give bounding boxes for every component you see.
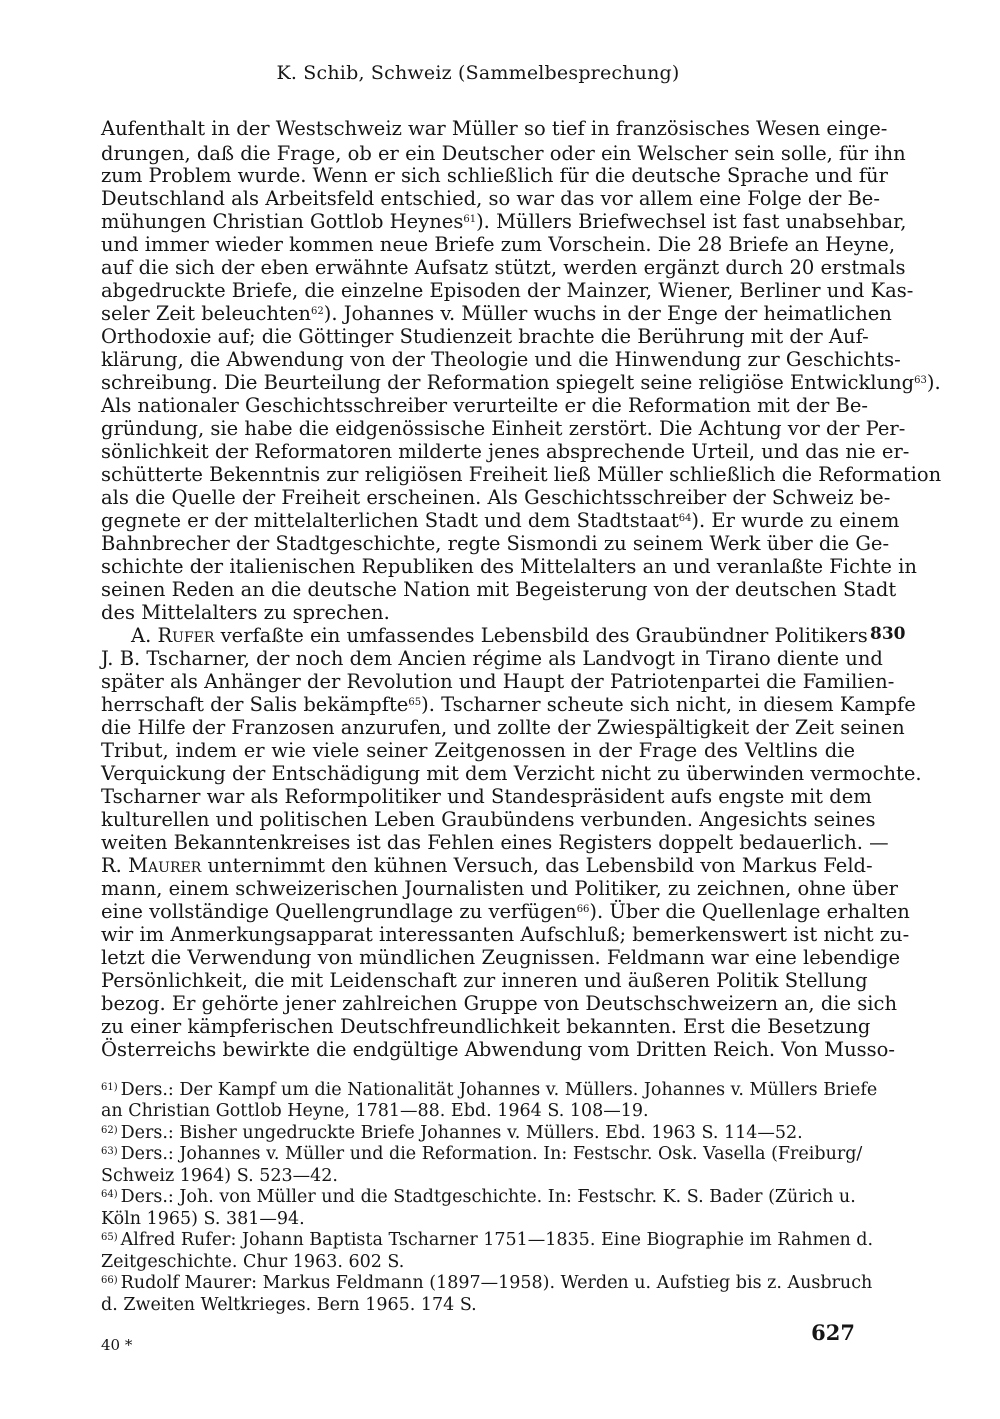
text-line: abgedruckte Briefe, die einzelne Episoden der Mainzer, Wiener, Berliner und Kas-	[101, 279, 914, 302]
text-line: später als Anhänger der Revolution und Haupt der Patriotenpartei die Familien-	[101, 670, 895, 693]
footnote-text: Ders.: Johannes v. Müller und die Reformation. In: Festschr. Osk. Vasella (Freiburg/	[120, 1144, 863, 1164]
footnote-number: 62)	[101, 1125, 118, 1136]
text-line	[101, 900, 910, 924]
text-segment: seler Zeit beleuchten	[101, 302, 311, 325]
text-segment: ). Johannes v. Müller wuchs in der Enge der heimatlichen	[323, 302, 892, 325]
text-line: gründung, sie habe die eidgenössische Einheit zerstört. Die Achtung vor der Per-	[101, 417, 906, 440]
footnote-text: Rudolf Maurer: Markus Feldmann (1897—1958). Werden u. Aufstieg bis z. Ausbruch	[120, 1273, 873, 1293]
text-line: zu einer kämpferischen Deutschfreundlichkeit bekannten. Erst die Besetzung	[101, 1015, 871, 1038]
text-line	[131, 624, 868, 648]
text-line	[101, 302, 892, 326]
footnote-number: 66)	[101, 1275, 118, 1286]
text-line	[101, 693, 916, 717]
text-line	[101, 509, 900, 533]
author-name: Maurer	[128, 854, 202, 877]
text-segment: ). Tscharner scheute sich nicht, in diesem Kampfe	[421, 693, 916, 716]
footnote-63	[101, 1143, 863, 1165]
footnote-64	[101, 1186, 855, 1208]
footnote-ref: 63	[914, 375, 927, 386]
text-line: sönlichkeit der Reformatoren milderte jenes absprechende Urteil, und das nie er-	[101, 440, 910, 463]
text-segment: ). Er wurde zu einem	[691, 509, 900, 532]
text-line	[101, 371, 941, 395]
footnote-number: 63)	[101, 1146, 118, 1157]
text-segment: herrschaft der Salis bekämpfte	[101, 693, 409, 716]
footnote-62	[101, 1122, 855, 1144]
text-line: die Hilfe der Franzosen anzurufen, und zollte der Zwiespältigkeit der Zeit seinen	[101, 716, 905, 739]
text-line: klärung, die Abwendung von der Theologie und die Hinwendung zur Geschichts-	[101, 348, 901, 371]
text-line: J. B. Tscharner, der noch dem Ancien régime als Landvogt in Tirano diente und	[101, 647, 883, 670]
footnote-66-cont: d. Zweiten Weltkrieges. Bern 1965. 174 S.	[101, 1295, 477, 1315]
text-segment: R.	[101, 854, 129, 877]
text-segment: unternimmt den kühnen Versuch, das Lebensbild von Markus Feld-	[201, 854, 873, 877]
footnote-ref: 61	[463, 214, 477, 225]
footnote-number: 64)	[101, 1189, 118, 1200]
footnote-61-cont: an Christian Gottlob Heyne, 1781—88. Ebd. 1964 S. 108—19.	[101, 1101, 649, 1121]
footnote-66	[101, 1272, 873, 1294]
footnote-65-cont: Zeitgeschichte. Chur 1963. 602 S.	[101, 1252, 405, 1272]
text-line: mann, einem schweizerischen Journalisten und Politiker, zu zeichnen, ohne über	[101, 877, 899, 900]
text-line: als die Quelle der Freiheit erscheinen. Als Geschichtsschreiber der Schweiz be-	[101, 486, 891, 509]
text-line: weiten Bekanntenkreises ist das Fehlen eines Registers doppelt bedauerlich. —	[101, 831, 889, 854]
text-line: Tscharner war als Reformpolitiker und Standespräsident aufs engste mit dem	[101, 785, 872, 808]
text-segment: ). Müllers Briefwechsel ist fast unabsehbar,	[476, 210, 907, 233]
footnote-65	[101, 1229, 874, 1251]
page-number: 627	[811, 1320, 855, 1345]
text-line: wir im Anmerkungsapparat interessanten Aufschluß; bemerkenswert ist nicht zu-	[101, 923, 910, 946]
text-line	[101, 854, 873, 878]
text-segment: A.	[131, 624, 158, 647]
text-segment: gegnete er der mittelalterlichen Stadt und dem Stadtstaat	[101, 509, 679, 532]
footnote-number: 61)	[101, 1082, 118, 1093]
text-line	[101, 210, 907, 234]
text-line: letzt die Verwendung von mündlichen Zeugnissen. Feldmann war eine lebendige	[101, 946, 901, 969]
text-segment: verfaßte ein umfassendes Lebensbild des Graubündner Politikers	[214, 624, 868, 647]
text-line: schichte der italienischen Republiken des Mittelalters an und veranlaßte Fichte in	[101, 555, 917, 578]
text-line: Aufenthalt in der Westschweiz war Müller so tief in französisches Wesen einge-	[101, 117, 888, 140]
footnote-ref: 62	[310, 306, 324, 317]
text-line: drungen, daß die Frage, ob er ein Deutscher oder ein Welscher sein solle, für ihn	[101, 142, 906, 165]
footnote-ref: 65	[408, 697, 422, 708]
footnote-text: Ders.: Der Kampf um die Nationalität Johannes v. Müllers. Johannes v. Müllers Briefe	[120, 1080, 878, 1100]
footnote-number: 65)	[101, 1232, 118, 1243]
text-line: des Mittelalters zu sprechen.	[101, 601, 390, 624]
text-segment: mühungen Christian Gottlob Heynes	[101, 210, 464, 233]
text-line: Persönlichkeit, die mit Leidenschaft zur inneren und äußeren Politik Stellung	[101, 969, 868, 992]
text-line: bezog. Er gehörte jener zahlreichen Gruppe von Deutschschweizern an, die sich	[101, 992, 898, 1015]
text-line: und immer wieder kommen neue Briefe zum Vorschein. Die 28 Briefe an Heyne,	[101, 233, 896, 256]
text-line: kulturellen und politischen Leben Graubündens verbunden. Angesichts seines	[101, 808, 876, 831]
margin-number: 830	[870, 624, 906, 644]
footnote-64-cont: Köln 1965) S. 381—94.	[101, 1209, 305, 1229]
text-line: Deutschland als Arbeitsfeld entschied, so war das vor allem eine Folge der Be-	[101, 187, 880, 210]
footnote-text: Ders.: Joh. von Müller und die Stadtgeschichte. In: Festschr. K. S. Bader (Zürich u.	[120, 1187, 856, 1207]
text-line: schütterte Bekenntnis zur religiösen Freiheit ließ Müller schließlich die Reformation	[101, 463, 942, 486]
text-line: Bahnbrecher der Stadtgeschichte, regte Sismondi zu seinem Werk über die Ge-	[101, 532, 890, 555]
footnote-ref: 66	[576, 904, 590, 915]
author-name: Rufer	[157, 624, 215, 647]
footnote-text: Alfred Rufer: Johann Baptista Tscharner 1751—1835. Eine Biographie im Rahmen d.	[120, 1230, 874, 1250]
text-segment: ).	[926, 371, 941, 394]
running-header: K. Schib, Schweiz (Sammelbesprechung)	[276, 62, 680, 84]
text-segment: schreibung. Die Beurteilung der Reformation spiegelt seine religiöse Entwicklung	[101, 371, 915, 394]
text-line: Tribut, indem er wie viele seiner Zeitgenossen in der Frage des Veltlins die	[101, 739, 855, 762]
text-line: seinen Reden an die deutsche Nation mit Begeisterung von der deutschen Stadt	[101, 578, 897, 601]
text-segment: eine vollständige Quellengrundlage zu verfügen	[101, 900, 577, 923]
footnote-text: Ders.: Bisher ungedruckte Briefe Johannes v. Müllers. Ebd. 1963 S. 114—52.	[120, 1123, 803, 1143]
signature-mark: 40 *	[101, 1336, 133, 1354]
text-segment: ). Über die Quellenlage erhalten	[589, 900, 910, 923]
text-line: zum Problem wurde. Wenn er sich schließlich für die deutsche Sprache und für	[101, 164, 888, 187]
text-line: auf die sich der eben erwähnte Aufsatz stützt, werden ergänzt durch 20 erstmals	[101, 256, 906, 279]
text-line: Österreichs bewirkte die endgültige Abwendung vom Dritten Reich. Von Musso-	[101, 1038, 895, 1061]
text-line: Als nationaler Geschichtsschreiber verurteilte er die Reformation mit der Be-	[101, 394, 868, 417]
text-line: Orthodoxie auf; die Göttinger Studienzeit brachte die Berührung mit der Auf-	[101, 325, 869, 348]
footnote-63-cont: Schweiz 1964) S. 523—42.	[101, 1166, 338, 1186]
footnote-ref: 64	[678, 513, 692, 524]
text-line: Verquickung der Entschädigung mit dem Verzicht nicht zu überwinden vermochte.	[101, 762, 922, 785]
footnote-61	[101, 1079, 878, 1101]
